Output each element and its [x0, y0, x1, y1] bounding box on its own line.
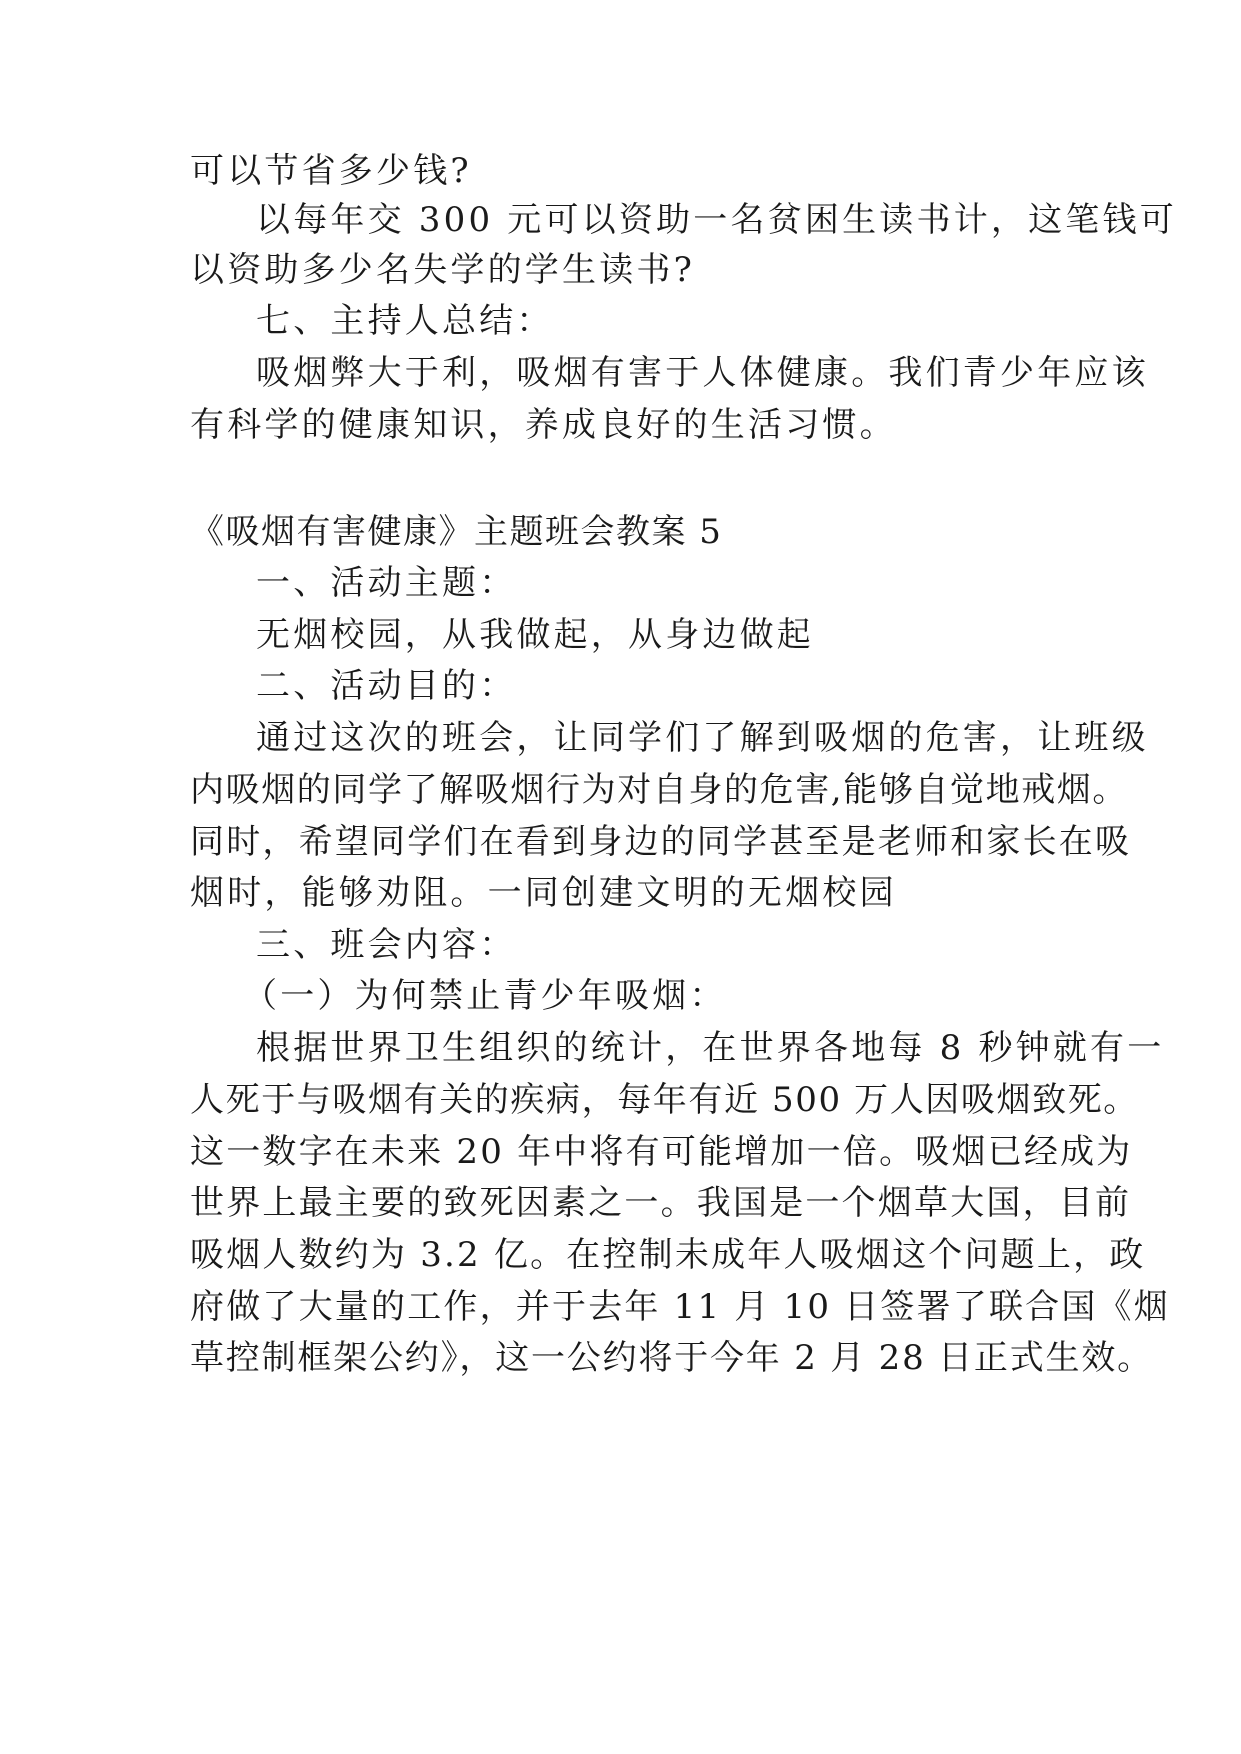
- paragraph-line: 世界上最主要的致死因素之一。我国是一个烟草大国，目前: [190, 1183, 1132, 1223]
- paragraph-line: 以每年交 300 元可以资助一名贫困生读书计，这笔钱可: [256, 200, 1177, 240]
- section-heading: 一、活动主题：: [256, 563, 517, 603]
- paragraph-line: 府做了大量的工作，并于去年 11 月 10 日签署了联合国《烟: [190, 1287, 1170, 1327]
- paragraph-line: 烟时，能够劝阻。一同创建文明的无烟校园: [190, 873, 897, 913]
- paragraph-line: 根据世界卫生组织的统计，在世界各地每 8 秒钟就有一: [256, 1028, 1165, 1068]
- paragraph-line: 这一数字在未来 20 年中将有可能增加一倍。吸烟已经成为: [190, 1132, 1133, 1172]
- paragraph-line: 吸烟弊大于利，吸烟有害于人体健康。我们青少年应该: [256, 353, 1149, 393]
- section-heading: 二、活动目的：: [256, 666, 517, 706]
- paragraph-line: 可以节省多少钱?: [190, 151, 472, 191]
- paragraph-line: 内吸烟的同学了解吸烟行为对自身的危害,能够自觉地戒烟。: [190, 770, 1129, 810]
- paragraph-line: 同时，希望同学们在看到身边的同学甚至是老师和家长在吸: [190, 822, 1132, 862]
- paragraph-line: 以资助多少名失学的学生读书?: [190, 250, 696, 290]
- paragraph-line: 有科学的健康知识，养成良好的生活习惯。: [190, 405, 897, 445]
- paragraph-line: 人死于与吸烟有关的疾病，每年有近 500 万人因吸烟致死。: [190, 1080, 1139, 1120]
- paragraph-line: 草控制框架公约》，这一公约将于今年 2 月 28 日正式生效。: [190, 1338, 1153, 1378]
- section-heading: 七、主持人总结：: [256, 301, 554, 341]
- paragraph-line: 通过这次的班会，让同学们了解到吸烟的危害，让班级: [256, 718, 1149, 758]
- section-heading: 三、班会内容：: [256, 925, 517, 965]
- paragraph-line: 无烟校园，从我做起，从身边做起: [256, 615, 814, 655]
- subsection-heading: （一）为何禁止青少年吸烟：: [243, 976, 727, 1016]
- document-title: 《吸烟有害健康》主题班会教案 5: [190, 512, 723, 552]
- paragraph-line: 吸烟人数约为 3.2 亿。在控制未成年人吸烟这个问题上，政: [190, 1235, 1146, 1275]
